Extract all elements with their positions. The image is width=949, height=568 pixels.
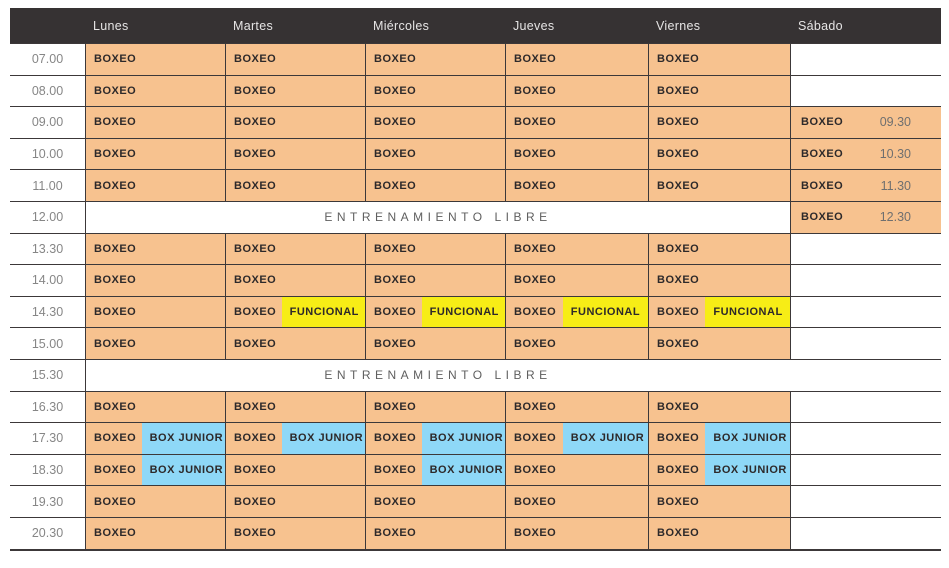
activity-label: BOXEO [94, 337, 137, 350]
class-cell [365, 327, 505, 359]
class-cell [365, 233, 505, 265]
boxeo-segment [506, 170, 648, 201]
activity-label: BOXEO [374, 148, 417, 161]
class-cell [85, 43, 225, 75]
time-label: 13.30 [10, 233, 85, 265]
class-cell [225, 169, 365, 201]
activity-label: BOXEO [94, 274, 137, 287]
class-cell [225, 422, 365, 454]
time-label: 15.30 [10, 359, 85, 391]
boxeo-segment [649, 139, 790, 170]
activity-label: BOXEO [234, 400, 277, 413]
activity-label: FUNCIONAL [289, 306, 359, 319]
activity-label: BOXEO [374, 337, 417, 350]
day-header-cell [85, 8, 225, 43]
saturday-cell [790, 391, 941, 423]
activity-label: BOXEO [657, 337, 700, 350]
boxeo-segment [226, 265, 365, 296]
activity-label: BOXEO [94, 116, 137, 129]
saturday-start-time: 10.30 [879, 147, 911, 162]
activity-label: BOX JUNIOR [149, 432, 224, 445]
class-cell [365, 106, 505, 138]
boxeo-segment [366, 392, 505, 423]
class-cell [648, 43, 790, 75]
activity-label: BOXEO [94, 527, 137, 540]
class-cell [225, 75, 365, 107]
boxeo-segment [86, 107, 225, 138]
boxeo-segment [86, 139, 225, 170]
class-cell [365, 138, 505, 170]
saturday-cell [790, 169, 941, 201]
boxeo-segment [649, 518, 790, 549]
day-header-cell [365, 8, 505, 43]
boxeo-segment [649, 328, 790, 359]
boxeo-segment [366, 139, 505, 170]
activity-label: BOXEO [234, 148, 277, 161]
class-cell [648, 517, 790, 549]
saturday-cell [790, 327, 941, 359]
boxeo-segment [86, 265, 225, 296]
activity-label: BOXEO [234, 242, 277, 255]
class-cell [648, 454, 790, 486]
time-label: 12.00 [10, 201, 85, 233]
class-cell [648, 391, 790, 423]
class-cell [365, 454, 505, 486]
class-cell [85, 106, 225, 138]
boxeo-segment [366, 297, 422, 328]
boxeo-segment [86, 76, 225, 107]
class-cell [505, 296, 648, 328]
class-cell [648, 296, 790, 328]
boxeo-segment [649, 107, 790, 138]
box_junior-segment [705, 423, 790, 454]
activity-label: BOXEO [657, 464, 700, 477]
activity-label: BOXEO [374, 179, 417, 192]
boxeo-segment [366, 234, 505, 265]
boxeo-segment [649, 234, 790, 265]
time-label: 19.30 [10, 485, 85, 517]
boxeo-segment [366, 518, 505, 549]
boxeo-segment [86, 518, 225, 549]
boxeo-segment [226, 423, 282, 454]
activity-label: BOXEO [801, 179, 844, 192]
activity-label: BOXEO [94, 495, 137, 508]
boxeo-segment [506, 76, 648, 107]
time-label: 08.00 [10, 75, 85, 107]
boxeo-segment [366, 44, 505, 75]
boxeo-segment [506, 518, 648, 549]
activity-label: BOXEO [657, 179, 700, 192]
activity-label: BOXEO [374, 400, 417, 413]
activity-label: BOXEO [514, 400, 557, 413]
activity-label: BOXEO [374, 274, 417, 287]
class-cell [505, 75, 648, 107]
boxeo-segment [366, 76, 505, 107]
boxeo-segment [506, 44, 648, 75]
class-cell [648, 327, 790, 359]
free-training-cell [85, 201, 790, 233]
saturday-cell [790, 485, 941, 517]
activity-label: BOXEO [94, 84, 137, 97]
time-label: 20.30 [10, 517, 85, 549]
boxeo-segment [226, 392, 365, 423]
class-cell [365, 422, 505, 454]
activity-label: BOXEO [514, 179, 557, 192]
saturday-cell [790, 517, 941, 549]
activity-label: BOXEO [234, 84, 277, 97]
boxeo-segment [506, 297, 563, 328]
class-cell [365, 517, 505, 549]
boxeo-segment [226, 234, 365, 265]
funcional-segment [282, 297, 365, 328]
activity-label: BOXEO [94, 306, 137, 319]
day-header-label: Lunes [93, 18, 129, 33]
class-cell [225, 233, 365, 265]
activity-label: BOXEO [94, 400, 137, 413]
activity-label: BOXEO [657, 306, 700, 319]
activity-label: BOXEO [657, 400, 700, 413]
boxeo-segment [86, 423, 142, 454]
saturday-cell [790, 296, 941, 328]
activity-label: BOXEO [514, 527, 557, 540]
activity-label: BOXEO [94, 464, 137, 477]
class-cell [648, 169, 790, 201]
activity-label: BOXEO [514, 306, 557, 319]
activity-label: BOXEO [657, 527, 700, 540]
time-label: 10.00 [10, 138, 85, 170]
time-label: 07.00 [10, 43, 85, 75]
saturday-start-time: 11.30 [880, 178, 911, 193]
box_junior-segment [142, 455, 225, 486]
class-cell [85, 233, 225, 265]
activity-label: BOX JUNIOR [149, 464, 224, 477]
class-cell [225, 138, 365, 170]
funcional-segment [563, 297, 648, 328]
day-header-cell [648, 8, 790, 43]
class-cell [365, 43, 505, 75]
boxeo-segment [506, 486, 648, 517]
activity-label: BOX JUNIOR [429, 464, 504, 477]
boxeo-segment [506, 139, 648, 170]
time-label: 15.00 [10, 327, 85, 359]
class-cell [648, 106, 790, 138]
time-label: 18.30 [10, 454, 85, 486]
activity-label: BOXEO [657, 432, 700, 445]
activity-label: BOXEO [234, 432, 277, 445]
boxeo-segment [86, 297, 225, 328]
class-cell [505, 233, 648, 265]
class-cell [85, 485, 225, 517]
boxeo-segment [86, 328, 225, 359]
activity-label: BOXEO [514, 84, 557, 97]
saturday-cell [790, 264, 941, 296]
box_junior-segment [705, 455, 790, 486]
class-cell [225, 454, 365, 486]
day-header-cell [505, 8, 648, 43]
activity-label: BOXEO [374, 432, 417, 445]
saturday-cell [790, 422, 941, 454]
class-cell [505, 327, 648, 359]
time-label: 14.00 [10, 264, 85, 296]
activity-label: BOXEO [657, 495, 700, 508]
activity-label: BOXEO [514, 116, 557, 129]
box_junior-segment [563, 423, 648, 454]
boxeo-segment [506, 234, 648, 265]
boxeo-segment [366, 170, 505, 201]
class-cell [365, 75, 505, 107]
activity-label: BOXEO [801, 148, 844, 161]
class-cell [505, 422, 648, 454]
activity-label: BOXEO [234, 495, 277, 508]
class-cell [505, 106, 648, 138]
free-training-label: ENTRENAMIENTO LIBRE [324, 368, 552, 383]
activity-label: BOXEO [234, 464, 277, 477]
boxeo-segment [649, 44, 790, 75]
boxeo-segment [226, 76, 365, 107]
activity-label: BOXEO [514, 274, 557, 287]
activity-label: BOXEO [374, 84, 417, 97]
activity-label: BOXEO [514, 495, 557, 508]
class-cell [85, 454, 225, 486]
time-label: 16.30 [10, 391, 85, 423]
boxeo-segment [226, 486, 365, 517]
boxeo-segment [649, 76, 790, 107]
boxeo-segment [226, 107, 365, 138]
class-cell [648, 422, 790, 454]
boxeo-segment [506, 455, 648, 486]
time-label: 09.00 [10, 106, 85, 138]
boxeo-segment [649, 170, 790, 201]
activity-label: BOXEO [657, 53, 700, 66]
schedule-grid [10, 8, 941, 549]
boxeo-segment [366, 423, 422, 454]
boxeo-segment [366, 265, 505, 296]
day-header-label: Viernes [656, 18, 701, 33]
activity-label: BOXEO [801, 211, 844, 224]
class-cell [85, 75, 225, 107]
class-cell [225, 517, 365, 549]
boxeo-segment [366, 486, 505, 517]
boxeo-segment [86, 392, 225, 423]
activity-label: FUNCIONAL [713, 306, 783, 319]
boxeo-segment [226, 44, 365, 75]
boxeo-segment [649, 423, 705, 454]
box_junior-segment [282, 423, 365, 454]
funcional-segment [422, 297, 505, 328]
activity-label: BOXEO [94, 179, 137, 192]
activity-label: BOXEO [374, 116, 417, 129]
saturday-start-time: 09.30 [879, 115, 911, 130]
activity-label: BOXEO [374, 242, 417, 255]
class-cell [85, 422, 225, 454]
activity-label: BOXEO [514, 53, 557, 66]
box_junior-segment [422, 423, 505, 454]
day-header-cell [225, 8, 365, 43]
saturday-start-time: 12.30 [879, 210, 911, 225]
activity-label: BOXEO [514, 337, 557, 350]
boxeo-segment [226, 455, 365, 486]
header-corner-cell [10, 8, 85, 43]
activity-label: BOXEO [94, 53, 137, 66]
boxeo-segment [226, 297, 282, 328]
class-cell [85, 517, 225, 549]
activity-label: BOXEO [234, 306, 277, 319]
class-cell [505, 169, 648, 201]
class-cell [648, 75, 790, 107]
time-label: 11.00 [10, 169, 85, 201]
activity-label: BOXEO [234, 527, 277, 540]
class-cell [85, 169, 225, 201]
activity-label: BOX JUNIOR [429, 432, 504, 445]
class-cell [365, 485, 505, 517]
class-cell [85, 138, 225, 170]
saturday-cell [790, 43, 941, 75]
class-cell [365, 296, 505, 328]
saturday-cell [790, 201, 941, 233]
class-cell [365, 391, 505, 423]
boxeo-segment [226, 170, 365, 201]
class-cell [365, 169, 505, 201]
activity-label: BOXEO [514, 148, 557, 161]
boxeo-segment [506, 392, 648, 423]
box_junior-segment [422, 455, 505, 486]
activity-label: BOXEO [514, 242, 557, 255]
activity-label: FUNCIONAL [570, 306, 641, 319]
class-cell [648, 233, 790, 265]
boxeo-segment [86, 234, 225, 265]
activity-label: BOXEO [94, 148, 137, 161]
boxeo-segment [226, 518, 365, 549]
activity-label: BOXEO [657, 116, 700, 129]
activity-label: BOX JUNIOR [713, 464, 787, 477]
boxeo-segment [649, 297, 705, 328]
boxeo-segment [366, 107, 505, 138]
activity-label: BOX JUNIOR [713, 432, 787, 445]
activity-label: BOXEO [234, 337, 277, 350]
weekly-schedule-table [10, 8, 941, 551]
boxeo-segment [86, 486, 225, 517]
activity-label: BOX JUNIOR [570, 432, 645, 445]
saturday-cell [790, 138, 941, 170]
boxeo-segment [506, 423, 563, 454]
activity-label: BOXEO [657, 242, 700, 255]
activity-label: BOXEO [234, 53, 277, 66]
boxeo-segment [226, 139, 365, 170]
boxeo-segment [86, 170, 225, 201]
activity-label: BOXEO [234, 116, 277, 129]
class-cell [505, 517, 648, 549]
activity-label: BOXEO [374, 53, 417, 66]
day-header-label: Jueves [513, 18, 555, 33]
class-cell [85, 391, 225, 423]
boxeo-segment [506, 328, 648, 359]
time-label: 17.30 [10, 422, 85, 454]
free-training-cell [85, 359, 790, 391]
class-cell [225, 296, 365, 328]
class-cell [225, 327, 365, 359]
activity-label: BOXEO [234, 274, 277, 287]
class-cell [85, 264, 225, 296]
activity-label: BOXEO [514, 432, 557, 445]
boxeo-segment [649, 486, 790, 517]
class-cell [225, 43, 365, 75]
activity-label: BOXEO [94, 242, 137, 255]
boxeo-segment [226, 328, 365, 359]
activity-label: BOXEO [374, 306, 417, 319]
class-cell [225, 264, 365, 296]
class-cell [225, 106, 365, 138]
activity-label: BOXEO [657, 148, 700, 161]
class-cell [505, 138, 648, 170]
activity-label: BOXEO [657, 84, 700, 97]
activity-label: BOXEO [234, 179, 277, 192]
boxeo-segment [649, 455, 705, 486]
class-cell [225, 485, 365, 517]
class-cell [505, 454, 648, 486]
activity-label: BOXEO [514, 464, 557, 477]
boxeo-segment [86, 455, 142, 486]
class-cell [648, 138, 790, 170]
activity-label: BOXEO [374, 464, 417, 477]
class-cell [505, 391, 648, 423]
activity-label: FUNCIONAL [429, 306, 499, 319]
funcional-segment [705, 297, 790, 328]
boxeo-segment [86, 44, 225, 75]
box_junior-segment [142, 423, 225, 454]
boxeo-segment [649, 265, 790, 296]
boxeo-segment [649, 392, 790, 423]
saturday-cell [790, 75, 941, 107]
boxeo-segment [366, 328, 505, 359]
saturday-cell [790, 106, 941, 138]
day-header-label: Martes [233, 18, 274, 33]
activity-label: BOXEO [94, 432, 137, 445]
class-cell [85, 327, 225, 359]
class-cell [85, 296, 225, 328]
time-label: 14.30 [10, 296, 85, 328]
activity-label: BOX JUNIOR [289, 432, 364, 445]
day-header-cell [790, 8, 941, 43]
class-cell [648, 264, 790, 296]
activity-label: BOXEO [374, 527, 417, 540]
day-header-label: Miércoles [373, 18, 430, 33]
class-cell [505, 43, 648, 75]
saturday-cell [790, 454, 941, 486]
day-header-label: Sábado [798, 18, 843, 33]
class-cell [365, 264, 505, 296]
boxeo-segment [366, 455, 422, 486]
saturday-cell [790, 233, 941, 265]
class-cell [505, 264, 648, 296]
activity-label: BOXEO [801, 116, 844, 129]
saturday-cell [790, 359, 941, 391]
class-cell [225, 391, 365, 423]
class-cell [648, 485, 790, 517]
free-training-label: ENTRENAMIENTO LIBRE [324, 210, 552, 225]
class-cell [505, 485, 648, 517]
boxeo-segment [506, 107, 648, 138]
boxeo-segment [506, 265, 648, 296]
activity-label: BOXEO [374, 495, 417, 508]
activity-label: BOXEO [657, 274, 700, 287]
